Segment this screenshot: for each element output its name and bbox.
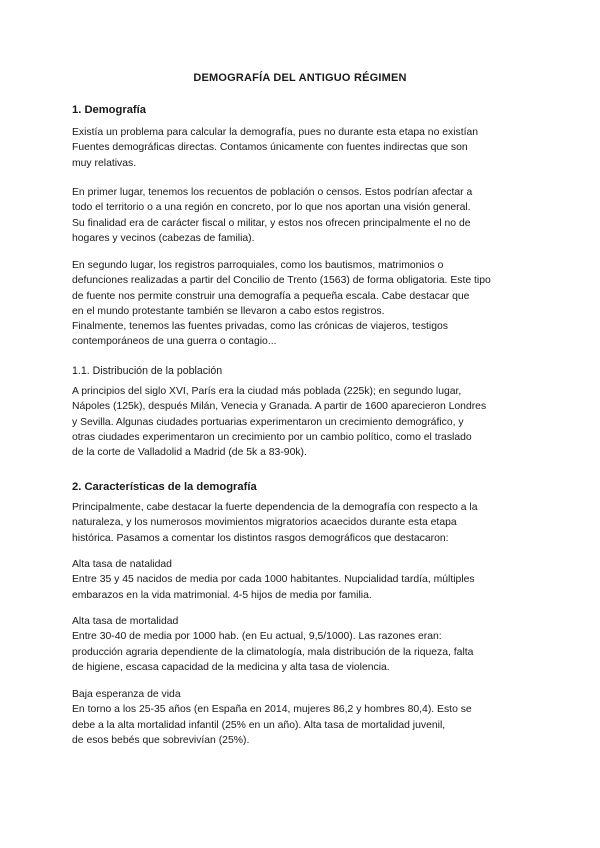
section-1-heading: 1. Demografía [72,104,146,116]
text-line: Principalmente, cabe destacar la fuerte dependencia de la demografía con respecto a la [72,502,478,513]
text-line: de higiene, escasa capacidad de la medicina y alta tasa de violencia. [72,661,390,673]
text-line: Nápoles (125k), después Milán, Venecia y Granada. A partir de 1600 aparecieron Londres [72,401,487,413]
text-line: en el mundo protestante también se llevaron a cabo estos registros. [72,305,385,317]
text-line: En torno a los 25-35 años (en España en 2014, mujeres 86,2 y hombres 80,4). Esto se [72,704,472,716]
text-line: En primer lugar, tenemos los recuentos de población o censos. Estos podrían afectar a [72,187,473,198]
text-line: Su finalidad era de carácter fiscal o militar, y estos nos ofrecen principalmente el no de [72,217,471,229]
text-line: de la corte de Valladolid a Madrid (de 5k a 83-90k). [72,447,307,459]
text-line: Existía un problema para calcular la demografía, pues no durante esta etapa no existían [72,127,479,138]
text-line: A principios del siglo XVI, París era la ciudad más poblada (225k); en segundo lugar, [72,386,462,397]
text-line: otras ciudades experimentaron un crecimiento por un cambio político, como el traslado [72,431,472,443]
section-2-heading: 2. Características de la demografía [72,481,257,493]
esperanza-block [72,687,532,748]
natalidad-block [72,557,532,603]
text-line: y Sevilla. Algunas ciudades portuarias experimentaron un crecimiento demográfico, y [72,416,464,428]
text-line: hogares y vecinos (cabezas de familia). [72,232,255,244]
natalidad-label: Alta tasa de natalidad [72,559,172,570]
subsection-1-1-heading: 1.1. Distribución de la población [72,365,223,377]
text-line: histórica. Pasamos a comentar los distintos rasgos demográficos que destacaron: [72,532,449,544]
text-line: de esos bebés que sobrevivían (25%). [72,734,250,746]
text-line: Finalmente, tenemos las fuentes privadas, como las crónicas de viajeros, testigos [72,321,448,333]
subsection-1-1-paragraph [72,384,532,460]
text-line: naturaleza, y los numerosos movimientos migratorios acaecidos durante esta etapa [72,517,457,529]
section-1-paragraph-2 [72,185,532,246]
text-line: debe a la alta mortalidad infantil (25% en un año). Alta tasa de mortalidad juvenil, [72,719,446,731]
text-line: Fuentes demográficas directas. Contamos únicamente con fuentes indirectas que son [72,142,468,154]
text-line: contemporáneos de una guerra o contagio... [72,336,277,348]
text-line: defunciones realizadas a partir del Concilio de Trento (1563) de forma obligatoria. Este tipo [72,275,491,287]
section-2-paragraph-1 [72,500,532,546]
mortalidad-block [72,614,532,675]
document-title: DEMOGRAFÍA DEL ANTIGUO RÉGIMEN [193,72,407,84]
text-line: Entre 35 y 45 nacidos de media por cada 1000 habitantes. Nupcialidad tardía, múltiples [72,574,475,586]
esperanza-label: Baja esperanza de vida [72,689,181,700]
text-line: embarazos en la vida matrimonial. 4-5 hijos de media por familia. [72,589,372,601]
section-1-paragraph-1 [72,125,532,171]
text-line: todo el territorio o a una región en concreto, por lo que nos aportan una visión general. [72,202,471,214]
text-line: producción agraria dependiente de la climatología, mala distribución de la riqueza, falta [72,646,474,658]
section-1-paragraph-3 [72,258,532,350]
text-line: Entre 30-40 de media por 1000 hab. (en Eu actual, 9,5/1000). Las razones eran: [72,631,442,643]
text-line: En segundo lugar, los registros parroquiales, como los bautismos, matrimonios o [72,260,444,271]
mortalidad-label: Alta tasa de mortalidad [72,616,179,627]
text-line: muy relativas. [72,157,137,169]
text-line: de fuente nos permite construir una demografía a pequeña escala. Cabe destacar que [72,290,470,302]
